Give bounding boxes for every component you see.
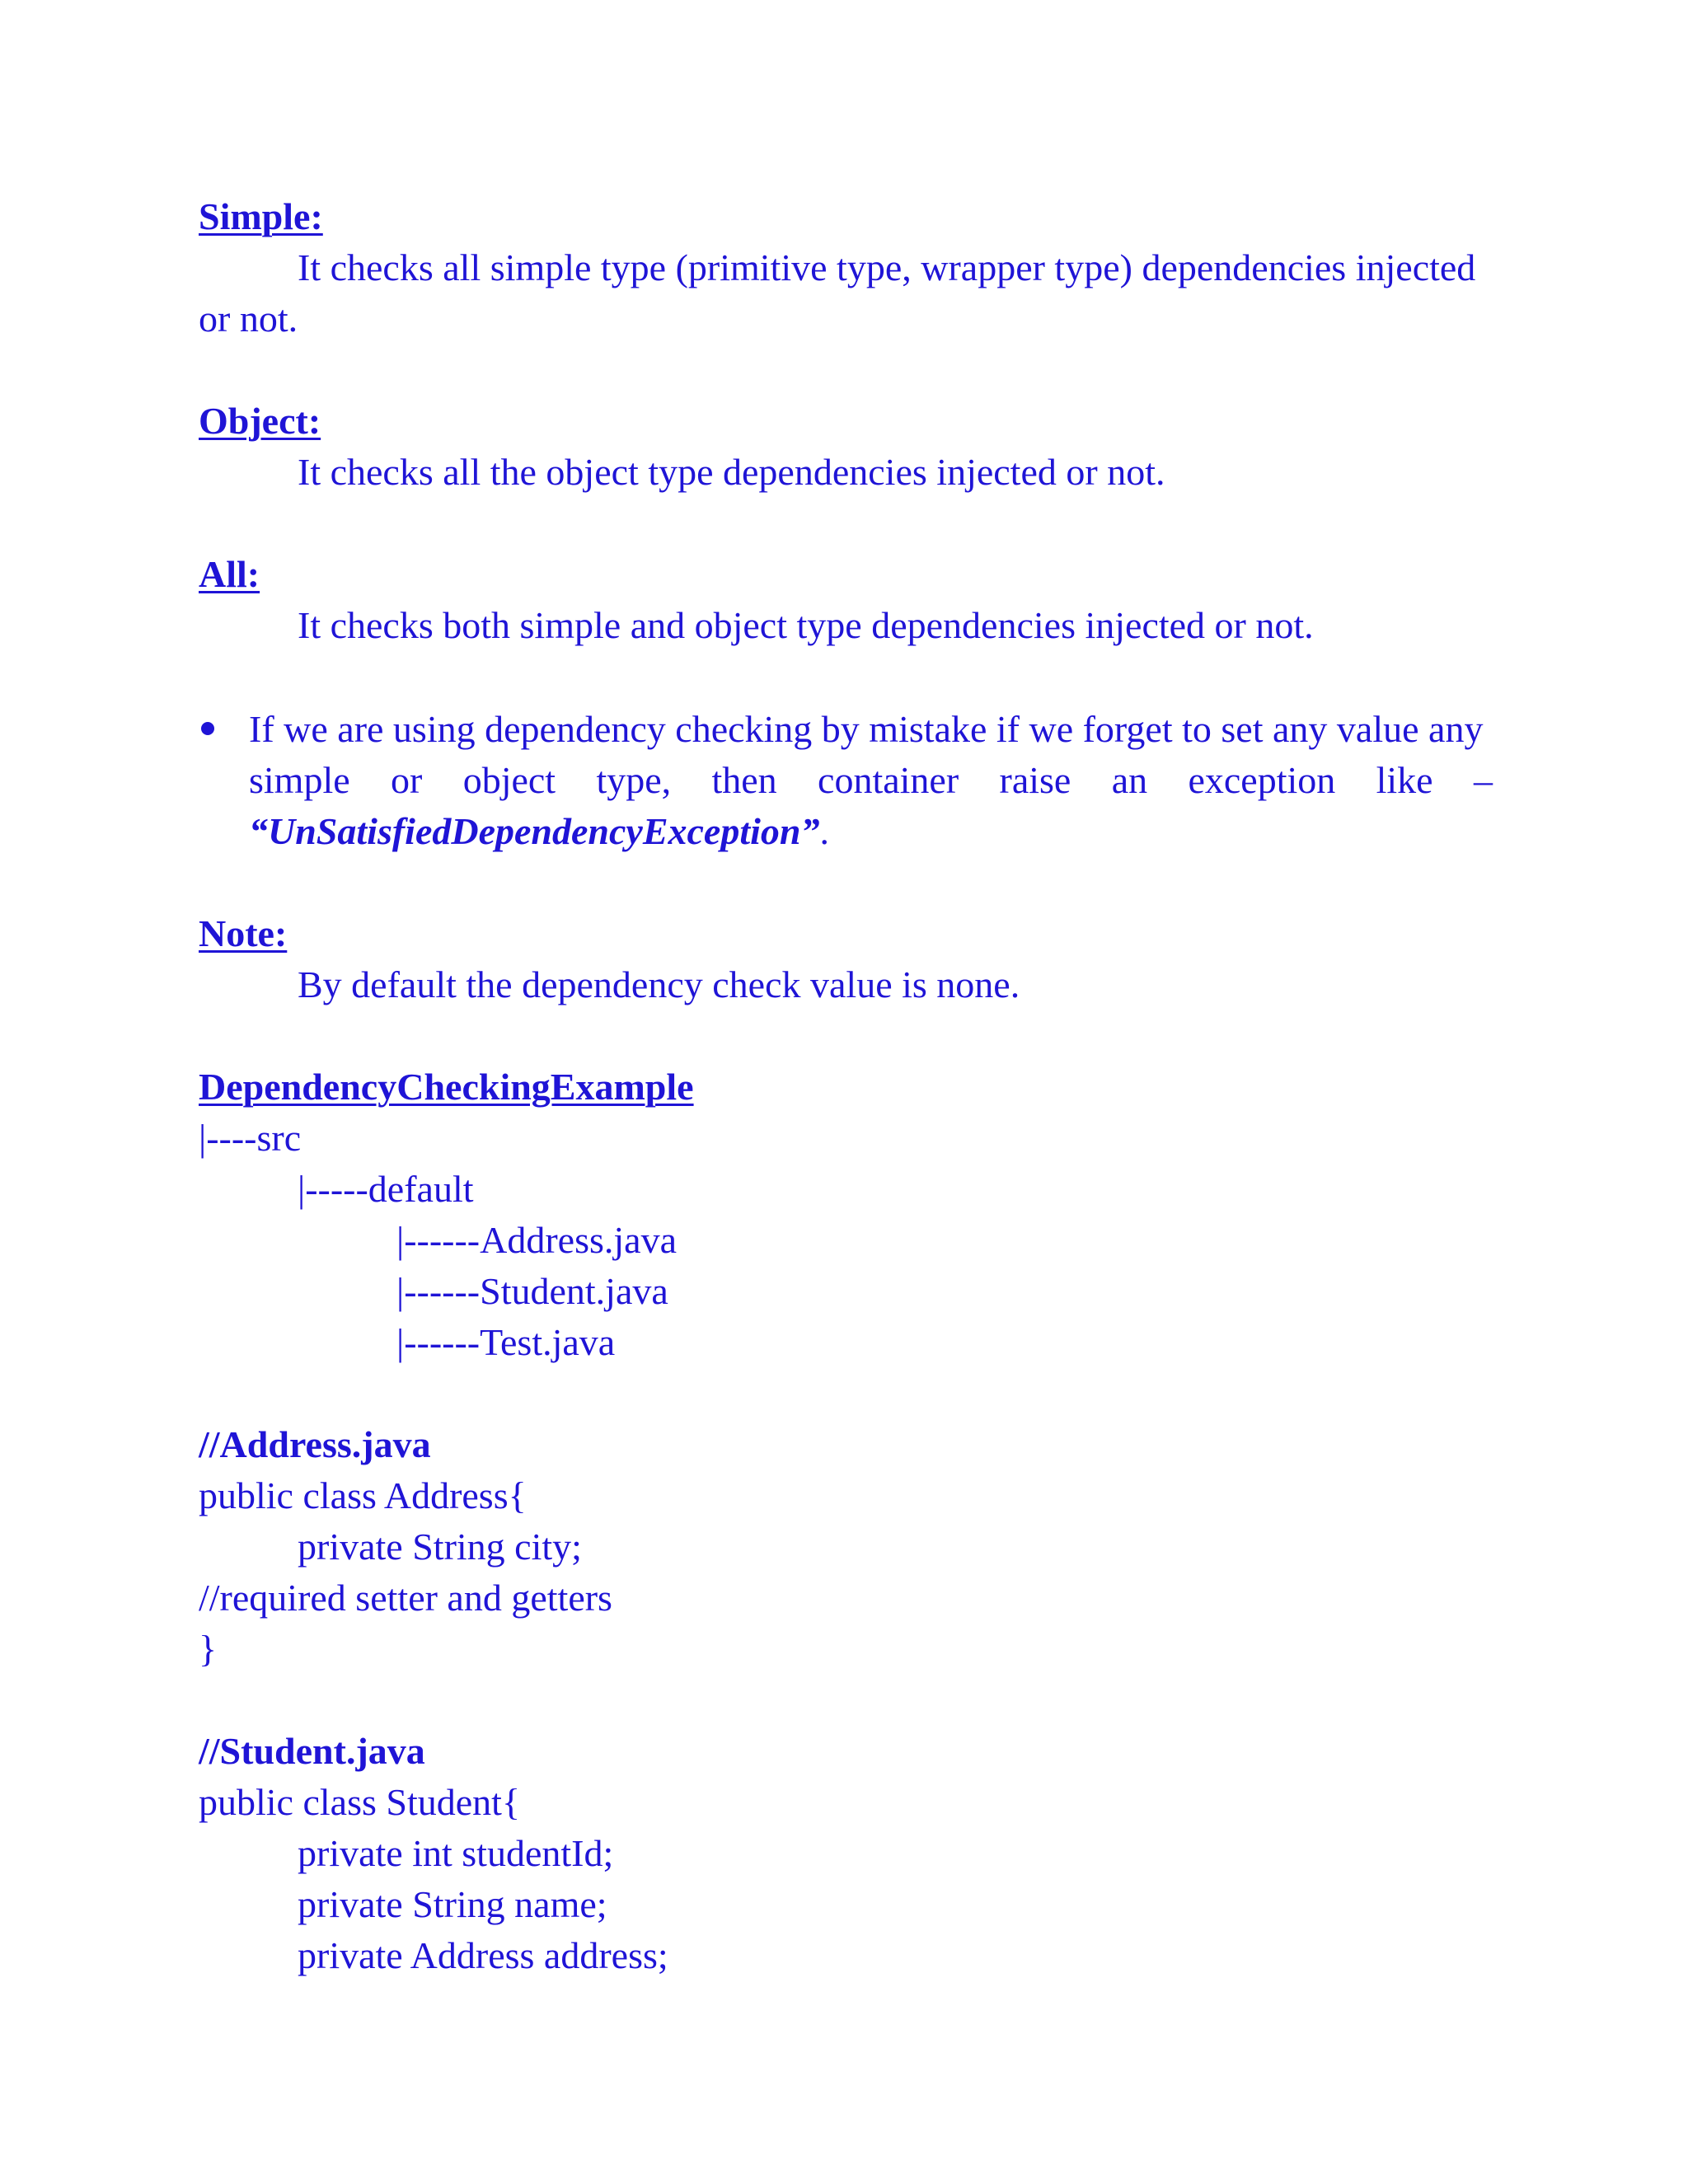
spacer — [199, 344, 1493, 396]
bullet-word: exception — [1188, 759, 1336, 801]
project-tree-file: |------Student.java — [396, 1270, 668, 1312]
address-code-comment: //Address.java — [199, 1423, 431, 1465]
bullet-icon — [201, 722, 214, 735]
simple-description-line-2: or not. — [199, 298, 298, 340]
student-code-comment: //Student.java — [199, 1730, 425, 1772]
code-line: public class Student{ — [199, 1781, 521, 1823]
spacer — [199, 651, 1493, 704]
spacer — [199, 1675, 1493, 1726]
bullet-word: container — [818, 759, 959, 801]
project-tree-root: DependencyCheckingExample — [199, 1066, 694, 1108]
document-page — [199, 191, 1493, 1981]
project-tree-src: |----src — [199, 1117, 302, 1159]
bullet-word: – — [1473, 759, 1493, 801]
note-heading: Note: — [199, 912, 288, 954]
spacer — [199, 857, 1493, 908]
code-line: private int studentId; — [298, 1832, 614, 1874]
bullet-word: like — [1376, 759, 1433, 801]
note-description: By default the dependency check value is none. — [298, 963, 1020, 1005]
bullet-word: raise — [999, 759, 1071, 801]
code-line: private String city; — [298, 1526, 582, 1568]
code-line: public class Address{ — [199, 1474, 527, 1516]
bullet-item — [199, 704, 1493, 857]
bullet-word: an — [1111, 759, 1148, 801]
simple-heading: Simple: — [199, 195, 323, 237]
bullet-word: or — [391, 759, 423, 801]
spacer — [199, 498, 1493, 549]
exception-name: “UnSatisfiedDependencyException” — [249, 810, 820, 852]
bullet-line-3 — [249, 806, 1493, 857]
project-tree-file: |------Test.java — [396, 1321, 616, 1363]
code-line: private String name; — [298, 1883, 607, 1925]
bullet-line-2 — [249, 755, 1493, 806]
all-heading: All: — [199, 553, 260, 595]
all-description: It checks both simple and object type dependencies injected or not. — [298, 604, 1314, 646]
code-line: //required setter and getters — [199, 1577, 612, 1619]
bullet-word: object — [462, 759, 556, 801]
project-tree-file: |------Address.java — [396, 1219, 677, 1261]
spacer — [199, 1010, 1493, 1062]
object-description: It checks all the object type dependencies injected or not. — [298, 451, 1165, 493]
object-heading: Object: — [199, 400, 321, 442]
simple-description-line-1: It checks all simple type (primitive type, wrapper type) dependencies injected — [298, 246, 1476, 288]
end-punctuation: . — [819, 810, 829, 852]
project-tree-package: |-----default — [298, 1168, 474, 1210]
spacer — [199, 1368, 1493, 1419]
bullet-line-1: If we are using dependency checking by mistake if we forget to set any value any — [249, 708, 1484, 750]
bullet-word: simple — [249, 759, 350, 801]
bullet-word: then — [711, 759, 777, 801]
bullet-word: type, — [596, 759, 672, 801]
code-line: private Address address; — [298, 1934, 668, 1976]
code-line: } — [199, 1628, 218, 1670]
